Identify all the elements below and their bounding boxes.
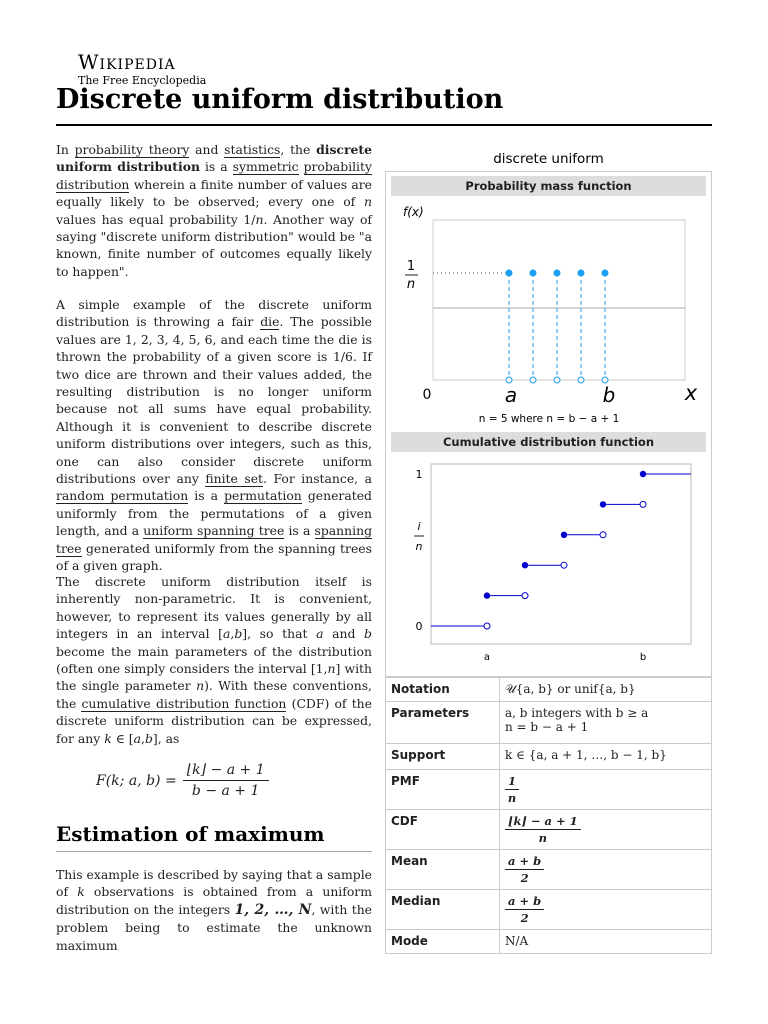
text: , with the problem being to estimate the unknown maximum <box>56 901 373 953</box>
link-spanning-tree[interactable]: spanning tree <box>56 523 373 556</box>
fraction-denominator: 2 <box>520 911 529 925</box>
fraction-denominator: n <box>538 831 547 845</box>
infobox-row-value <box>500 850 712 890</box>
cdf-header: Cumulative distribution function <box>391 432 706 452</box>
infobox-row-label: Median <box>386 890 500 930</box>
pmf-chart <box>385 198 712 431</box>
text: ], so that <box>242 626 317 642</box>
text: , <box>230 626 235 642</box>
cdf-y-one: 1 <box>415 468 423 481</box>
infobox-row-label: Parameters <box>386 702 500 744</box>
text: and <box>323 626 365 642</box>
cdf-formula <box>96 762 269 799</box>
cdf-closed-point <box>561 532 567 538</box>
estimation-paragraph <box>56 866 372 954</box>
cdf-closed-point <box>640 471 646 477</box>
math-expr: 1, 2, …, N <box>234 901 312 918</box>
fraction-numerator: ⌊k⌋ − a + 1 <box>505 814 581 830</box>
math-var: k <box>77 884 85 900</box>
link-uniform-spanning-tree[interactable]: uniform spanning tree <box>143 523 285 539</box>
cdf-x-b: b <box>639 652 647 663</box>
text: . The possible values are 1, 2, 3, 4, 5, 6, and each time the die is thrown the probability of a given score is 1/6. If two dice are thrown and their values added, the resulting distribution is no longer uniform because not all sums have equal probability. Although it is convenient to describe discrete uniform distributions over integers, such as this, one can also consider discrete uniform distributions over any <box>56 314 372 487</box>
infobox-row-label: CDF <box>386 810 500 850</box>
pmf-x-zero: 0 <box>422 387 432 403</box>
cdf-y-i: i <box>417 520 421 533</box>
pmf-header: Probability mass function <box>391 176 706 196</box>
infobox-row-label: Notation <box>386 678 500 702</box>
cdf-open-point <box>561 562 567 568</box>
math-var: a <box>316 626 324 642</box>
text: (CDF) of the discrete uniform distribution can be expressed, for any <box>56 695 372 746</box>
text: values has equal probability 1/ <box>56 211 256 227</box>
pmf-y-numerator: 1 <box>406 259 416 274</box>
infobox-row-median <box>386 890 712 930</box>
pmf-point <box>578 270 585 277</box>
math-var: k <box>104 730 112 746</box>
text: , <box>141 730 145 746</box>
infobox-row-parameters <box>386 702 712 744</box>
link-random-permutation[interactable]: random permutation <box>56 488 189 504</box>
fraction-numerator: 1 <box>505 774 519 790</box>
infobox-row-value <box>500 744 712 770</box>
infobox-row-cdf <box>386 810 712 850</box>
cdf-open-point <box>522 593 528 599</box>
intro-paragraph-3 <box>56 573 372 747</box>
value-line: N/A <box>505 934 529 948</box>
link-probability-theory[interactable]: probability theory <box>74 142 190 157</box>
math-var: n <box>327 661 336 677</box>
text: ). With these conventions, the <box>56 678 372 711</box>
fraction-numerator: a + b <box>505 854 544 870</box>
cdf-open-point <box>640 501 646 507</box>
fraction-numerator: a + b <box>505 894 544 910</box>
section-heading-estimation: Estimation of maximum <box>56 822 325 846</box>
value-line: a, b integers with b ≥ a <box>505 706 649 720</box>
pmf-point <box>530 270 537 277</box>
pmf-point <box>602 270 609 277</box>
infobox-row-label: PMF <box>386 770 500 810</box>
infobox-row-mean <box>386 850 712 890</box>
text: , the <box>280 142 317 157</box>
cdf-closed-point <box>522 562 528 568</box>
cdf-y-n: n <box>415 540 423 553</box>
link-cumulative-distribution-function[interactable]: cumulative distribution function <box>81 695 287 711</box>
text: The discrete uniform distribution itself is inherently non-parametric. It is convenient, however, to represent its values generally by all integers in an interval [ <box>56 574 372 642</box>
math-var: b <box>234 626 243 642</box>
text: generated uniformly from the permutations of a given length, and a <box>56 488 372 539</box>
value-line: k ∈ {a, a + 1, …, b − 1, b} <box>505 748 667 762</box>
infobox-row-label: Support <box>386 744 500 770</box>
title-divider <box>56 124 712 126</box>
cdf-chart <box>385 454 712 676</box>
cdf-x-a: a <box>483 652 491 663</box>
infobox-row-value <box>500 930 712 954</box>
infobox-row-notation <box>386 678 712 702</box>
text: . Another way of saying "discrete uniform distribution" would be "a known, finite number of outcomes equally likely to happen". <box>56 211 372 279</box>
link-statistics[interactable]: statistics <box>224 142 281 157</box>
pmf-point <box>554 270 561 277</box>
link-symmetric[interactable]: symmetric <box>232 159 299 175</box>
link-probability-distribution[interactable]: probability distribution <box>56 159 372 192</box>
text: In <box>56 142 75 157</box>
infobox-row-value <box>500 770 712 810</box>
math-fraction <box>505 894 544 925</box>
math-var: a <box>223 626 231 642</box>
text: ∈ [ <box>111 730 134 746</box>
math-var: b <box>364 626 372 642</box>
text: and <box>189 142 225 157</box>
text: wherein a finite number of values are equally likely to be observed; every one of <box>56 176 372 210</box>
wikipedia-logo[interactable] <box>78 52 206 87</box>
text: . For instance, a <box>263 471 372 487</box>
text: observations is obtained from a uniform distribution on the integers <box>56 884 372 917</box>
pmf-y-denominator: n <box>406 277 416 292</box>
intro-paragraph-2 <box>56 296 372 575</box>
link-die[interactable]: die <box>260 314 280 330</box>
infobox <box>385 141 712 948</box>
cdf-open-point <box>600 532 606 538</box>
pmf-base-point <box>578 377 584 383</box>
bold-term: discrete uniform distribution <box>56 142 372 175</box>
infobox-row-support <box>386 744 712 770</box>
infobox-row-mode <box>386 930 712 954</box>
infobox-row-label: Mode <box>386 930 500 954</box>
site-subtitle: The Free Encyclopedia <box>78 74 207 87</box>
pmf-x-b: b <box>602 383 616 407</box>
math-var: a <box>133 730 142 746</box>
link-finite-set[interactable]: finite set <box>205 471 264 487</box>
math-var: b <box>144 730 153 746</box>
pmf-note: n = 5 where n = b − a + 1 <box>478 413 620 425</box>
text: is a <box>188 488 225 504</box>
page-title: Discrete uniform distribution <box>56 84 504 115</box>
infobox-caption: discrete uniform <box>493 151 604 167</box>
pmf-base-point <box>554 377 560 383</box>
site-title: Wikipedia <box>78 50 176 74</box>
pmf-x-a: a <box>504 383 518 407</box>
text: generated uniformly from the spanning trees of a given graph. <box>56 540 372 574</box>
math-var: n <box>196 678 205 694</box>
formula-numerator: ⌊k⌋ − a + 1 <box>183 762 269 781</box>
text <box>299 159 304 174</box>
math-var: n <box>255 211 264 227</box>
infobox-row-pmf <box>386 770 712 810</box>
cdf-y-zero: 0 <box>415 620 423 633</box>
text: is a <box>284 523 315 539</box>
cdf-open-point <box>484 623 490 629</box>
math-fraction <box>505 814 581 845</box>
math-fraction <box>505 774 519 805</box>
text: ] with the single parameter <box>56 661 372 694</box>
formula-lhs: F(k; a, b) = <box>96 772 177 789</box>
infobox-row-value <box>500 702 712 744</box>
infobox-table <box>385 677 712 954</box>
pmf-ylabel: f(x) <box>403 205 424 219</box>
infobox-row-value <box>500 890 712 930</box>
math-var: n <box>364 194 372 210</box>
fraction-denominator: 2 <box>520 871 529 885</box>
cdf-closed-point <box>484 592 490 598</box>
formula-fraction <box>183 762 269 799</box>
text: become the main parameters of the distribution (often one simply considers the interval [1, <box>56 643 372 677</box>
section-divider <box>56 851 372 852</box>
infobox-row-label: Mean <box>386 850 500 890</box>
pmf-point <box>506 270 513 277</box>
infobox-row-value <box>500 810 712 850</box>
formula-denominator: b − a + 1 <box>191 783 260 799</box>
text: is a <box>199 159 233 175</box>
pmf-base-point <box>530 377 536 383</box>
value-line-2: n = b − a + 1 <box>505 720 589 734</box>
math-fraction <box>505 854 544 885</box>
text: This example is described by saying that a sample of <box>56 867 372 900</box>
intro-paragraph-1 <box>56 141 372 280</box>
cdf-plot-area <box>431 464 691 644</box>
text: ], as <box>152 730 180 746</box>
value-line: 𝒰{a, b} or unif{a, b} <box>505 682 636 696</box>
text: A simple example of the discrete uniform distribution is throwing a fair <box>56 297 372 330</box>
fraction-denominator: n <box>507 791 517 805</box>
pmf-plot-area <box>433 220 685 380</box>
link-permutation[interactable]: permutation <box>224 488 302 504</box>
pmf-x-axis-label: x <box>684 381 698 405</box>
cdf-closed-point <box>600 501 606 507</box>
infobox-row-value <box>500 678 712 702</box>
